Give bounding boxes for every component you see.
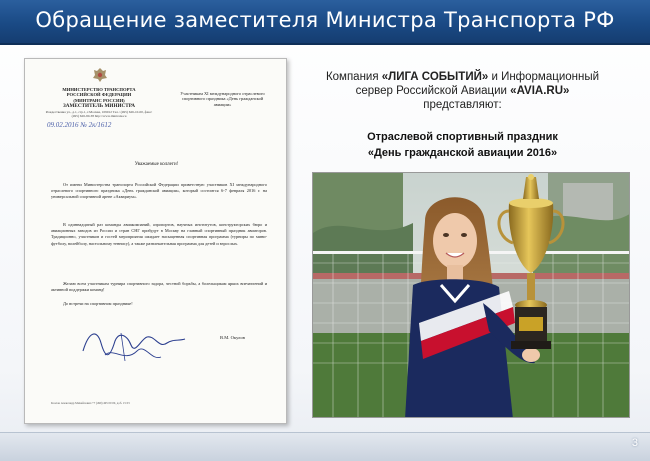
signer-name: В.М. Окулов (220, 335, 245, 340)
event-photo (312, 172, 630, 418)
intro-text-part: и Информационный (488, 71, 600, 83)
ministry-address: Рождественка ул., д.1, стр.1, г.Москва, 109012 Тел.: (495) 626-10-00, факс: (495) 626-90-38 http://www.mintrans.ru (45, 110, 153, 119)
letter-greeting: Уважаемые коллеги! (134, 162, 179, 167)
server-name: «AVIA.RU» (510, 85, 570, 97)
ministry-line: ЗАМЕСТИТЕЛЬ МИНИСТРА (63, 103, 135, 110)
ministry-letter (24, 58, 287, 424)
ministry-line: РОССИЙСКОЙ ФЕДЕРАЦИИ (66, 92, 132, 98)
letter-paragraph: От имени Министерства транспорта Российской Федерации приветствую участников XI международного отраслевого спортивного праздника «День гражданской авиации», который состоится 6-7 февраля 2016 г. на универсальной спортивной арене «Аквариум». (51, 182, 267, 200)
letter-ref: 09.02.2016 № 2к/1612 (47, 121, 112, 129)
handwritten-signature (75, 321, 195, 367)
intro-text-part: Компания (325, 71, 382, 83)
intro-line (300, 70, 625, 84)
letter-paragraph: В одиннадцатый раз команды авиакомпаний, аэропортов, научных институтов, конструкторских бюро и авиационных заводов из России и стран СНГ прибудут в Москву на главный спортивный праздник авиаторов. Традиционно, участников и гостей мероприятия ожидает насыщенная спортивная программа (турниры по мини-футболу, волейболу, настольному теннису), а также развлекательная программа для детей и взрослых. (51, 222, 267, 246)
photo-illustration (313, 173, 630, 418)
slide-title-bar (0, 0, 650, 45)
event-title (300, 129, 625, 161)
ministry-header (43, 87, 155, 110)
ministry-line: (МИНТРАНС РОССИИ) (73, 97, 125, 103)
intro-line: представляют: (423, 99, 502, 111)
page-number: 3 (631, 437, 638, 449)
coat-of-arms-icon (91, 66, 109, 84)
letter-paragraph: Желаю всем участникам турнира спортивного задора, честной борьбы, а болельщикам ярких впечатлений и активной поддержки команд! (51, 281, 267, 293)
letter-contact: Козлов Александр Михайлович +7 (499) 495 00 00, доб. 15 03 (51, 401, 130, 405)
slide-title: Обращение заместителя Министра Транспорта РФ (35, 8, 615, 32)
intro-text-part: сервер Российской Авиации (355, 85, 511, 97)
letter-addressee: Участникам XI международного отраслевого спортивного праздника «День гражданской авиации» (180, 91, 265, 107)
ministry-line: МИНИСТЕРСТВО ТРАНСПОРТА (62, 87, 136, 92)
intro-line (300, 84, 625, 98)
letter-paragraph: До встречи на спортивном празднике! (63, 301, 133, 306)
intro-text (300, 70, 625, 112)
slide-footer (0, 432, 650, 461)
company-name: «ЛИГА СОБЫТИЙ» (381, 71, 489, 83)
event-title-line: Отраслевой спортивный праздник (367, 131, 558, 143)
event-title-line: «День гражданской авиации 2016» (367, 147, 558, 159)
